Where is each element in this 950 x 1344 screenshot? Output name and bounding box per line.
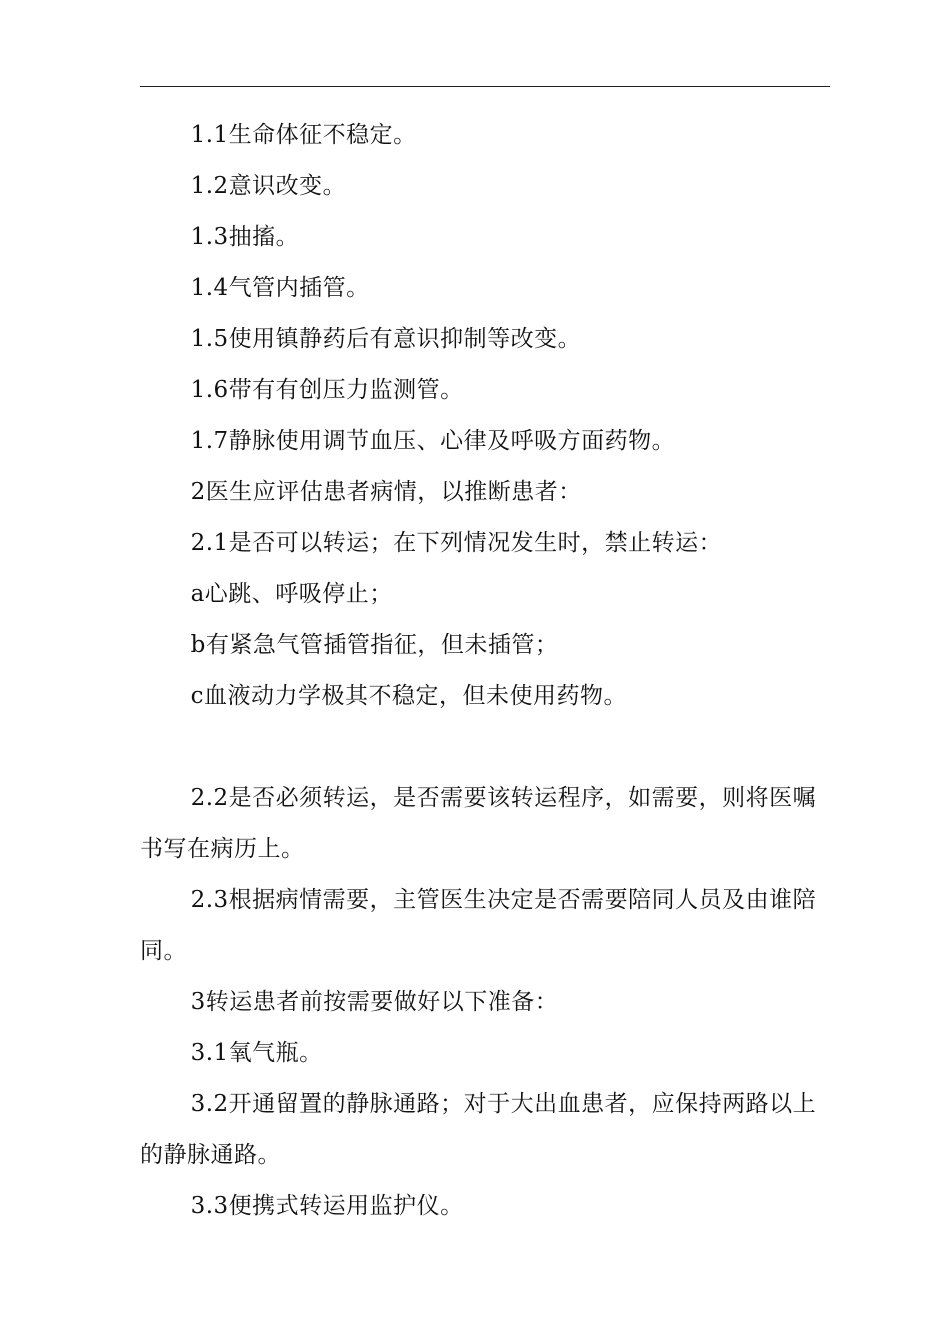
paragraph-2-3: 2.3根据病情需要，主管医生决定是否需要陪同人员及由谁陪同。	[140, 887, 817, 964]
paragraph-1-1: 1.1生命体征不稳定。	[190, 122, 417, 148]
list-item-b: b有紧急气管插管指征，但未插管；	[190, 632, 559, 658]
paragraph-2: 2医生应评估患者病情，以推断患者：	[190, 479, 582, 505]
paragraph-1-4: 1.4气管内插管。	[190, 275, 370, 301]
list-item-c: c血液动力学极其不稳定，但未使用药物。	[190, 683, 627, 709]
paragraph-3: 3转运患者前按需要做好以下准备：	[190, 989, 559, 1015]
paragraph-3-3: 3.3便携式转运用监护仪。	[190, 1193, 464, 1219]
paragraph-1-6: 1.6带有有创压力监测管。	[190, 377, 464, 403]
header-rule	[140, 86, 830, 87]
paragraph-1-7: 1.7静脉使用调节血压、心律及呼吸方面药物。	[190, 428, 676, 454]
paragraph-2-2: 2.2是否必须转运，是否需要该转运程序，如需要，则将医嘱书写在病历上。	[140, 785, 817, 862]
list-item-a: a心跳、呼吸停止；	[190, 581, 393, 607]
paragraph-1-5: 1.5使用镇静药后有意识抑制等改变。	[190, 326, 582, 352]
paragraph-2-1: 2.1是否可以转运；在下列情况发生时，禁止转运：	[190, 530, 723, 556]
paragraph-3-1: 3.1氧气瓶。	[190, 1040, 323, 1066]
paragraph-3-2: 3.2开通留置的静脉通路；对于大出血患者，应保持两路以上的静脉通路。	[140, 1091, 817, 1168]
paragraph-1-2: 1.2意识改变。	[190, 173, 347, 199]
document-body	[140, 110, 825, 1232]
blank-line	[140, 722, 825, 773]
paragraph-1-3: 1.3抽搐。	[190, 224, 300, 250]
